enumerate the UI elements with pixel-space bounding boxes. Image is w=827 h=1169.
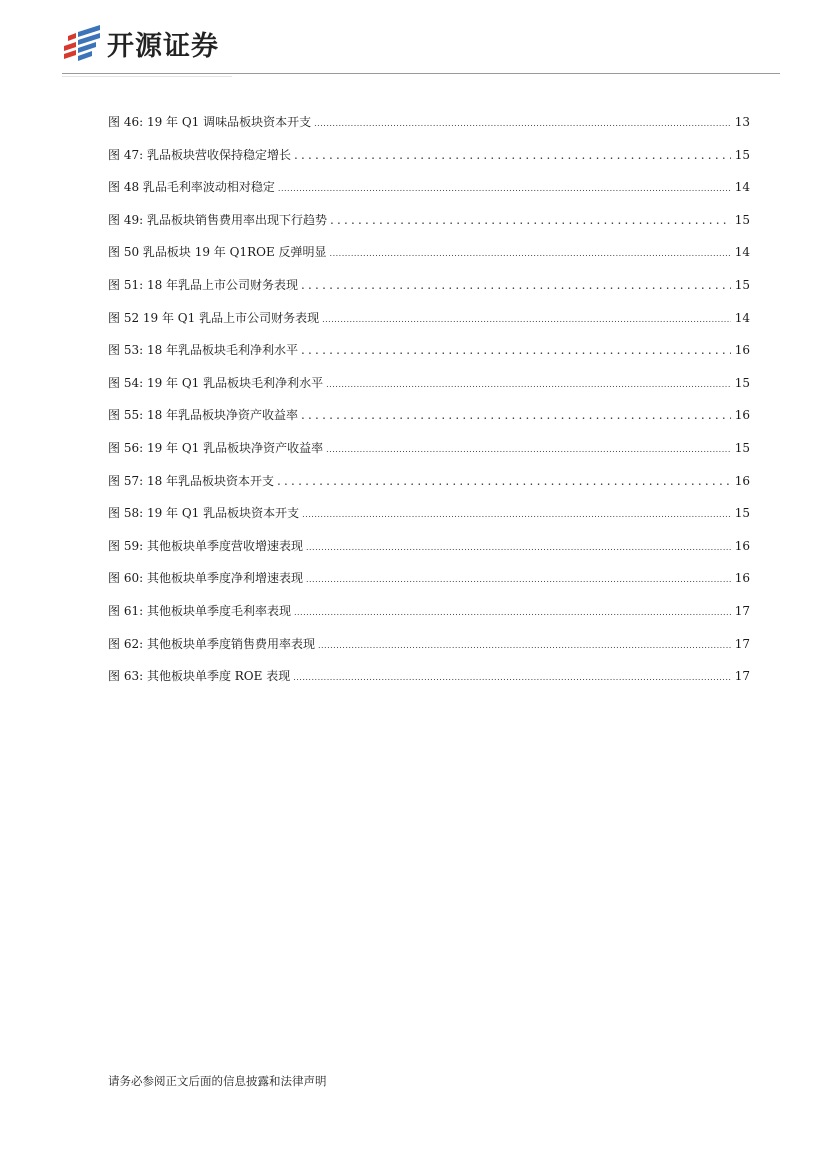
toc-entry[interactable] (108, 212, 750, 245)
toc-entry-page-number: 14 (734, 180, 750, 195)
toc-entry[interactable] (108, 342, 750, 375)
toc-entry-page-number: 15 (734, 147, 750, 162)
toc-leader-dots (326, 442, 731, 458)
figure-index-list (108, 114, 750, 701)
toc-leader-dots (330, 212, 731, 228)
toc-entry[interactable] (108, 277, 750, 310)
toc-entry-page-number: 16 (734, 571, 750, 586)
toc-entry[interactable] (108, 244, 750, 277)
kaiyuan-logo-icon (62, 22, 102, 62)
toc-entry-label: 图 49: 乳品板块销售费用率出现下行趋势 (108, 212, 327, 227)
toc-entry-label: 图 63: 其他板块单季度 ROE 表现 (108, 669, 291, 684)
toc-leader-dots (314, 116, 731, 132)
toc-entry-label: 图 47: 乳品板块营收保持稳定增长 (108, 147, 291, 162)
toc-entry[interactable] (108, 505, 750, 538)
header-divider (62, 73, 780, 74)
toc-entry[interactable] (108, 147, 750, 180)
toc-entry-label: 图 53: 18 年乳品板块毛利净利水平 (108, 343, 299, 358)
toc-entry[interactable] (108, 407, 750, 440)
toc-entry[interactable] (108, 179, 750, 212)
toc-entry-page-number: 15 (734, 212, 750, 227)
toc-leader-dots (294, 605, 731, 621)
toc-entry-label: 图 59: 其他板块单季度营收增速表现 (108, 538, 303, 553)
toc-entry-label: 图 61: 其他板块单季度毛利率表现 (108, 603, 291, 618)
toc-entry-page-number: 15 (734, 277, 750, 292)
toc-entry[interactable] (108, 440, 750, 473)
toc-entry-page-number: 14 (734, 310, 750, 325)
toc-leader-dots (301, 342, 731, 358)
toc-leader-dots (306, 572, 731, 588)
toc-entry-page-number: 15 (734, 375, 750, 390)
toc-leader-dots (330, 246, 731, 262)
toc-leader-dots (277, 473, 731, 489)
footer-disclaimer: 请务必参阅正文后面的信息披露和法律声明 (108, 1074, 327, 1088)
toc-entry[interactable] (108, 114, 750, 147)
toc-entry[interactable] (108, 603, 750, 636)
toc-entry[interactable] (108, 570, 750, 603)
toc-entry[interactable] (108, 310, 750, 343)
toc-entry-label: 图 62: 其他板块单季度销售费用率表现 (108, 636, 315, 651)
toc-entry-page-number: 15 (734, 506, 750, 521)
toc-entry-label: 图 60: 其他板块单季度净利增速表现 (108, 571, 303, 586)
toc-leader-dots (293, 670, 731, 686)
toc-leader-dots (278, 181, 731, 197)
toc-entry-page-number: 16 (734, 408, 750, 423)
toc-entry-page-number: 14 (734, 245, 750, 260)
toc-entry-label: 图 56: 19 年 Q1 乳品板块净资产收益率 (108, 440, 324, 455)
toc-entry-page-number: 17 (734, 669, 750, 684)
toc-leader-dots (318, 638, 731, 654)
header-subdivider (62, 76, 232, 77)
toc-entry-label: 图 46: 19 年 Q1 调味品板块资本开支 (108, 115, 312, 129)
toc-entry-label: 图 58: 19 年 Q1 乳品板块资本开支 (108, 506, 300, 521)
toc-entry-label: 图 48 乳品毛利率波动相对稳定 (108, 180, 275, 195)
toc-leader-dots (302, 507, 731, 523)
toc-leader-dots (301, 407, 731, 423)
toc-entry-label: 图 54: 19 年 Q1 乳品板块毛利净利水平 (108, 375, 324, 390)
toc-entry-label: 图 51: 18 年乳品上市公司财务表现 (108, 277, 299, 292)
toc-entry[interactable] (108, 375, 750, 408)
brand-name: 开源证券 (107, 31, 219, 62)
toc-entry-page-number: 15 (734, 440, 750, 455)
toc-leader-dots (301, 277, 731, 293)
toc-entry-page-number: 16 (734, 473, 750, 488)
toc-entry-label: 图 50 乳品板块 19 年 Q1ROE 反弹明显 (108, 245, 327, 260)
toc-leader-dots (306, 540, 731, 556)
toc-entry[interactable] (108, 668, 750, 701)
toc-leader-dots (322, 312, 731, 328)
toc-entry-page-number: 16 (734, 538, 750, 553)
toc-entry-label: 图 52 19 年 Q1 乳品上市公司财务表现 (108, 310, 320, 325)
toc-entry-label: 图 57: 18 年乳品板块资本开支 (108, 473, 275, 488)
toc-entry[interactable] (108, 538, 750, 571)
toc-leader-dots (326, 377, 731, 393)
toc-entry-page-number: 16 (734, 343, 750, 358)
toc-entry[interactable] (108, 473, 750, 506)
toc-entry-page-number: 13 (734, 115, 750, 129)
toc-entry[interactable] (108, 636, 750, 669)
toc-entry-label: 图 55: 18 年乳品板块净资产收益率 (108, 408, 299, 423)
page-header (0, 0, 827, 76)
toc-entry-page-number: 17 (734, 603, 750, 618)
toc-leader-dots (294, 147, 731, 163)
toc-entry-page-number: 17 (734, 636, 750, 651)
